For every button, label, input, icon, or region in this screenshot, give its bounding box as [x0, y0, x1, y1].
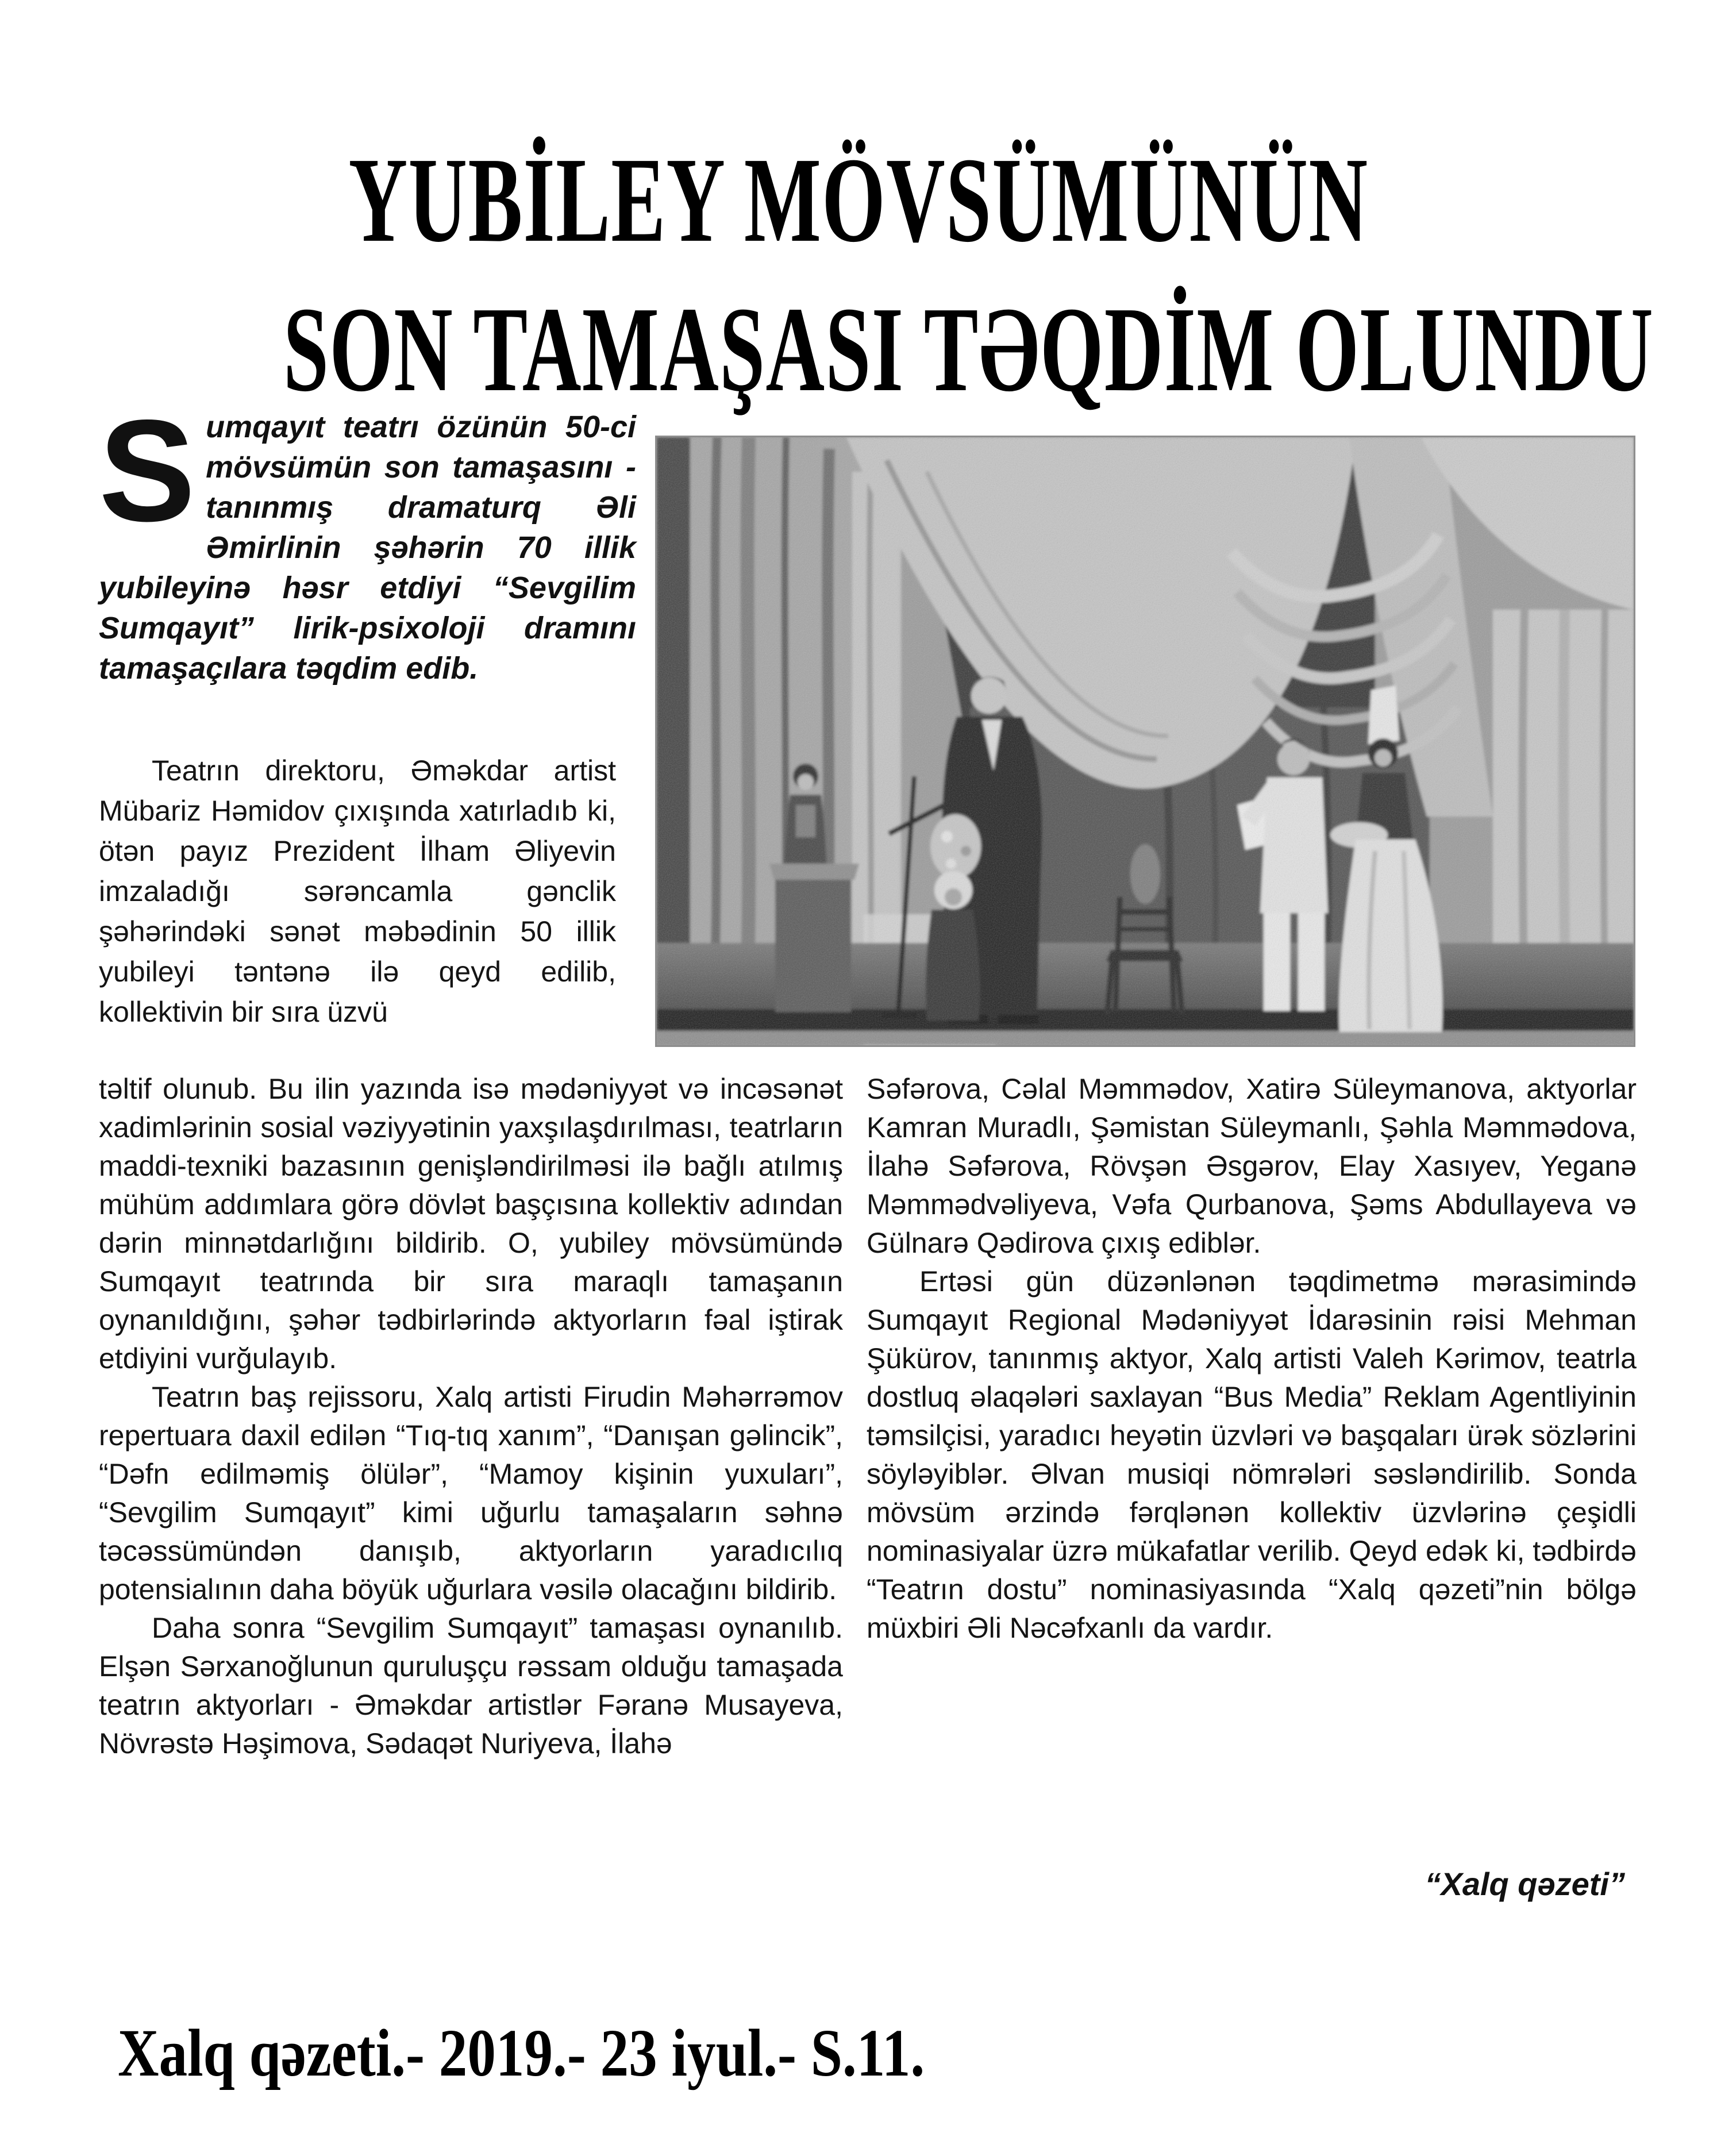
paragraph: Teatrın baş rejissoru, Xalq artisti Firudin Məhərrəmov repertuara daxil edilən “Tıq-tıq xanım”, “Danışan gəlincik”, “Dəfn edilməmiş ölülər”, “Mamoy kişinin yuxuları”, “Sevgilim Sumqayıt” kimi uğurlu tamaşaların səhnə təcəssümündən danışıb, aktyorların yaradıcılıq potensialının daha böyük uğurlara vəsilə olacağını bildirib. [99, 1381, 843, 1606]
paragraph: Səfərova, Cəlal Məmmədov, Xatirə Süleymanova, aktyorlar Kamran Muradlı, Şəmistan Süleymanlı, Şəhla Məmmədova, İlahə Səfərova, Rövşən Əsgərov, Elay Xasıyev, Yeganə Məmmədvəliyeva, Vəfa Qurbanova, Şəms Abdullayeva və Gülnarə Qədirova çıxış ediblər. [867, 1073, 1637, 1259]
lead-paragraph [99, 390, 636, 688]
article-signature: “Xalq qəzeti” [1425, 1866, 1625, 1902]
headline-line-2: SON TAMAŞASI TƏQDİM OLUNDU [283, 282, 1654, 417]
headline-line-1: YUBİLEY MÖVSÜMÜNÜN [348, 132, 1369, 267]
article-photo [655, 436, 1635, 1047]
paragraph: Teatrın direktoru, Əməkdar artist Mübariz Həmidov çıxışında xatırladıb ki, ötən payız Prezident İlham Əliyevin imzaladığı sərəncamla gənclik şəhərindəki sənət məbədinin 50 illik yubileyi təntənə ilə qeyd edilib, kollektivin bir sıra üzvü [99, 754, 616, 1028]
drop-cap: S [99, 390, 196, 552]
source-citation: Xalq qəzeti.- 2019.- 23 iyul.- S.11. [118, 2015, 925, 2090]
stage-photo-illustration [657, 437, 1634, 1045]
photo-grain-overlay [657, 437, 1634, 1045]
paragraph: təltif olunub. Bu ilin yazında isə mədəniyyət və incəsənət xadimlərinin sosial vəziyyətinin yaxşılaşdırılması, teatrların maddi-texniki bazasının genişləndirilməsi ilə bağlı atılmış mühüm addımlara görə dövlət başçısına kollektiv adından dərin minnətdarlığını bildirib. O, yubiley mövsümündə Sumqayıt teatrında bir sıra maraqlı tamaşanın oynanıldığını, şəhər tədbirlərində aktyorların fəal iştirak etdiyini vurğulayıb. [99, 1073, 843, 1375]
body-column-left [99, 1070, 843, 1763]
body-column-right [867, 1070, 1637, 1647]
paragraph: Ertəsi gün düzənlənən təqdimetmə mərasimində Sumqayıt Regional Mədəniyyət İdarəsinin rəisi Mehman Şükürov, tanınmış aktyor, Xalq artisti Valeh Kərimov, teatrla dostluq əlaqələri saxlayan “Bus Media” Reklam Agentliyinin təmsilçisi, yaradıcı heyətin üzvləri və başqaları ürək sözlərini söyləyiblər. Əlvan musiqi nömrələri səsləndirilib. Sonda mövsüm ərzində fərqlənən kollektiv üzvlərinə çeşidli nominasiyalar üzrə mükafatlar verilib. Qeyd edək ki, tədbirdə “Teatrın dostu” nominasiyasında “Xalq qəzeti”nin bölgə müxbiri Əli Nəcəfxanlı da vardır. [867, 1265, 1637, 1644]
body-column-narrow [99, 750, 616, 1032]
paragraph: Daha sonra “Sevgilim Sumqayıt” tamaşası oynanılıb. Elşən Sərxanoğlunun quruluşçu rəssam olduğu tamaşada teatrın aktyorları - Əməkdar artistlər Fəranə Musayeva, Növrəstə Həşimova, Sədaqət Nuriyeva, İlahə [99, 1612, 843, 1760]
article-headline [0, 132, 1717, 417]
lead-text: umqayıt teatrı özünün 50-ci mövsümün son tamaşasını - tanınmış dramaturq Əli Əmirlinin şəhərin 70 illik yubileyinə həsr etdiyi “Sevgilim Sumqayıt” lirik-psixoloji dramını tamaşaçılara təqdim edib. [99, 410, 636, 686]
